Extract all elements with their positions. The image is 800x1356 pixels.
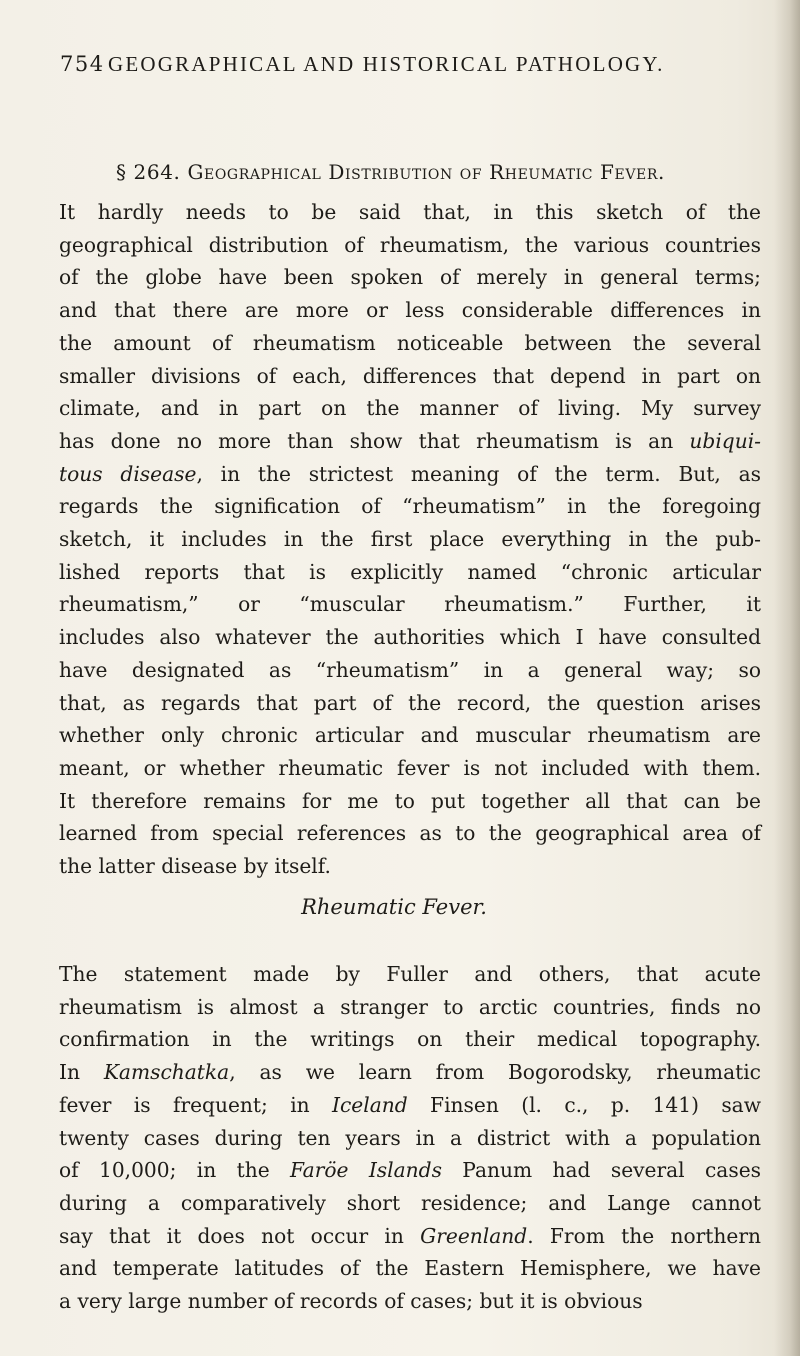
text-line: geographical distribution of rheumatism, the various countries [59, 232, 761, 257]
running-head [60, 52, 760, 77]
text-line: It hardly needs to be said that, in this sketch of the [59, 200, 761, 224]
text-line: a very large number of records of cases; but it is obvious [59, 1289, 643, 1314]
text-line: whether only chronic articular and muscular rheumatism are [59, 723, 761, 748]
text-line: learned from special references as to the geographical area of [59, 821, 761, 846]
text-line: the amount of rheumatism noticeable between the several [59, 330, 761, 355]
text-line: confirmation in the writings on their medical topography. [59, 1027, 761, 1052]
text-line: rheumatism is almost a stranger to arctic countries, finds no [59, 994, 761, 1019]
text-line: tous disease, in the strictest meaning of the term. But, as [59, 461, 761, 486]
text-line: and that there are more or less considerable differences in [59, 298, 761, 323]
text-line: during a comparatively short residence; and Lange cannot [59, 1190, 761, 1215]
text-line: meant, or whether rheumatic fever is not included with them. [59, 755, 761, 780]
text-line: twenty cases during ten years in a district with a population [59, 1125, 761, 1150]
section-heading: § 264. Geographical Distribution of Rheumatic Fever. [116, 160, 665, 184]
text-line: say that it does not occur in Greenland. From the northern [59, 1223, 762, 1248]
text-line: of 10,000; in the Faröe Islands Panum had several cases [59, 1158, 762, 1183]
text-line: rheumatism,” or “muscular rheumatism.” Further, it [59, 592, 761, 617]
text-line: of the globe have been spoken of merely in general terms; [59, 265, 761, 290]
subheading-rheumatic-fever: Rheumatic Fever. [301, 895, 487, 919]
text-line: have designated as “rheumatism” in a general way; so [59, 657, 761, 682]
text-line: that, as regards that part of the record, the question arises [59, 690, 761, 715]
text-line: lished reports that is explicitly named “chronic articular [59, 559, 761, 584]
text-line: In Kamschatka, as we learn from Bogorodsky, rheumatic [59, 1060, 761, 1085]
paragraph-rheumatic-fever [59, 958, 761, 1318]
text-line: regards the signification of “rheumatism” in the foregoing [59, 494, 761, 519]
text-line: It therefore remains for me to put together all that can be [59, 788, 761, 813]
text-line: includes also whatever the authorities which I have consulted [59, 625, 761, 650]
text-line: smaller divisions of each, differences that depend in part on [59, 363, 761, 388]
text-line: has done no more than show that rheumatism is an ubiqui- [59, 428, 761, 453]
text-line: the latter disease by itself. [59, 854, 331, 879]
text-line: climate, and in part on the manner of living. My survey [59, 396, 761, 421]
text-line: The statement made by Fuller and others, that acute [59, 962, 761, 986]
running-head-title: GEOGRAPHICAL AND HISTORICAL PATHOLOGY. [108, 52, 665, 76]
text-line: and temperate latitudes of the Eastern Hemisphere, we have [59, 1256, 761, 1281]
paragraph-general-survey [59, 196, 761, 883]
text-line: fever is frequent; in Iceland Finsen (l. c., p. 141) saw [59, 1092, 761, 1117]
text-line: sketch, it includes in the first place everything in the pub- [59, 527, 761, 552]
page-number: 754 [60, 52, 105, 76]
page-edge-shadow [774, 0, 800, 1356]
